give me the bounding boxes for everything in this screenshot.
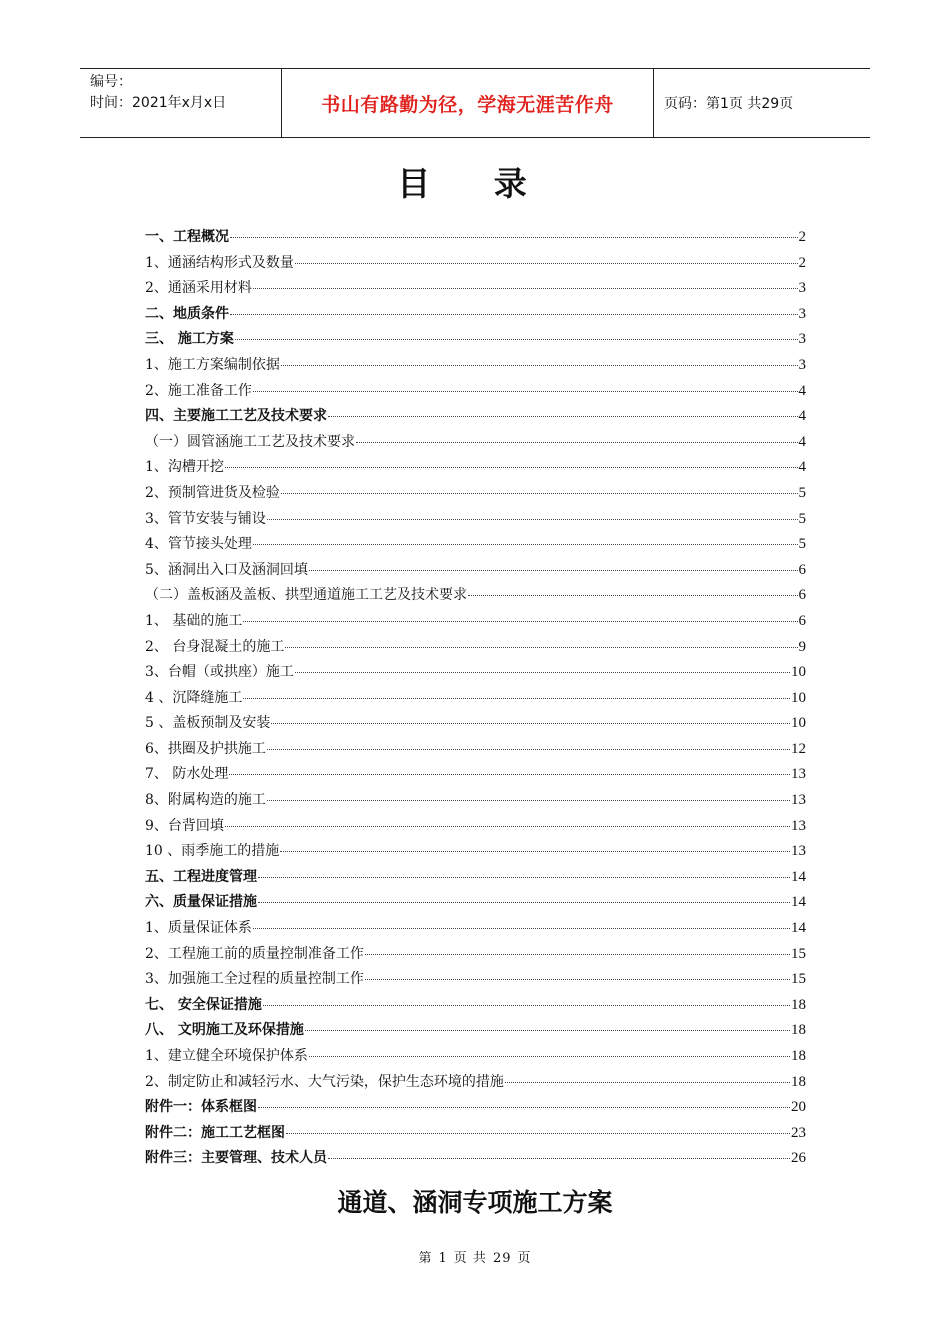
toc-entry[interactable]	[145, 456, 806, 482]
toc-dot-leader	[267, 519, 798, 520]
toc-entry[interactable]	[145, 1147, 806, 1173]
toc-entry[interactable]	[145, 1122, 806, 1148]
toc-dot-leader	[253, 928, 790, 929]
toc-entry-page: 13	[791, 843, 806, 860]
toc-dot-leader	[281, 365, 798, 366]
toc-entry[interactable]	[145, 354, 806, 380]
toc-entry-page: 23	[791, 1124, 806, 1141]
toc-entry-label: 7、 防水处理	[145, 766, 229, 783]
header-motto-cell	[282, 69, 654, 137]
toc-entry-page: 13	[791, 766, 806, 783]
footer-prefix: 第	[418, 1251, 433, 1266]
toc-dot-leader	[258, 902, 790, 903]
toc-entry-page: 4	[798, 433, 806, 450]
toc-entry-label: 1、建立健全环境保护体系	[145, 1048, 308, 1064]
toc-entry-label: （一）圆管涵施工工艺及技术要求	[145, 433, 355, 450]
toc-entry-label: （二）盖板涵及盖板、拱型通道施工工艺及技术要求	[145, 587, 467, 604]
toc-entry[interactable]	[145, 636, 806, 662]
toc-entry[interactable]	[145, 891, 806, 917]
toc-dot-leader	[365, 979, 790, 980]
toc-entry[interactable]	[145, 815, 806, 841]
toc-entry[interactable]	[145, 1019, 806, 1045]
toc-dot-leader	[258, 877, 790, 878]
toc-entry-label: 附件二：施工工艺框图	[145, 1124, 285, 1141]
toc-entry-page: 5	[798, 510, 806, 527]
toc-dot-leader	[309, 1056, 790, 1057]
toc-entry-page: 15	[791, 971, 806, 988]
toc-entry-label: 附件三：主要管理、技术人员	[145, 1150, 327, 1167]
toc-entry-label: 1、 基础的施工	[145, 612, 243, 629]
toc-entry[interactable]	[145, 712, 806, 738]
toc-entry-page: 4	[798, 382, 806, 399]
toc-entry[interactable]	[145, 763, 806, 789]
toc-dot-leader	[305, 1030, 790, 1031]
toc-entry[interactable]	[145, 610, 806, 636]
toc-entry-label: 一、工程概况	[145, 229, 229, 245]
toc-entry-page: 18	[791, 1022, 806, 1039]
toc-dot-leader	[229, 774, 790, 775]
toc-entry-page: 3	[798, 356, 806, 373]
footer-total-pages: 29	[492, 1251, 512, 1266]
toc-entry-label: 2、工程施工前的质量控制准备工作	[145, 945, 364, 962]
page-footer	[0, 1247, 950, 1266]
toc-entry-label: 6、拱圈及护拱施工	[145, 740, 266, 757]
toc-entry-page: 18	[791, 1073, 806, 1090]
toc-entry-page: 26	[791, 1150, 806, 1167]
toc-entry[interactable]	[145, 1071, 806, 1097]
toc-entry-label: 4、管节接头处理	[145, 536, 252, 553]
toc-dot-leader	[295, 672, 790, 673]
toc-entry-page: 5	[798, 536, 806, 553]
toc-dot-leader	[258, 1107, 790, 1108]
toc-entry[interactable]	[145, 303, 806, 329]
toc-entry[interactable]	[145, 1045, 806, 1071]
toc-entry-label: 八、 文明施工及环保措施	[145, 1022, 304, 1039]
toc-entry-page: 6	[798, 612, 806, 629]
toc-entry-label: 3、管节安装与铺设	[145, 510, 266, 527]
toc-entry[interactable]	[145, 380, 806, 406]
toc-entry-label: 三、 施工方案	[145, 331, 234, 348]
toc-entry[interactable]	[145, 866, 806, 892]
toc-entry-label: 六、质量保证措施	[145, 894, 257, 911]
toc-dot-leader	[267, 749, 790, 750]
toc-dot-leader	[253, 288, 798, 289]
toc-dot-leader	[365, 954, 790, 955]
toc-entry-label: 3、台帽（或拱座）施工	[145, 664, 294, 681]
header-page-info: 页码：第1页 共29页	[664, 96, 794, 112]
toc-dot-leader	[356, 442, 798, 443]
toc-entry-page: 18	[791, 996, 806, 1013]
toc-entry[interactable]	[145, 328, 806, 354]
toc-entry-page: 6	[798, 587, 806, 604]
toc-entry[interactable]	[145, 431, 806, 457]
toc-entry-page: 14	[791, 920, 806, 937]
toc-entry-page: 9	[798, 638, 806, 655]
toc-entry[interactable]	[145, 840, 806, 866]
toc-entry-label: 9、台背回填	[145, 817, 224, 834]
toc-dot-leader	[328, 1158, 790, 1159]
page-header	[80, 68, 870, 138]
toc-entry-page: 3	[798, 331, 806, 348]
toc-dot-leader	[263, 1005, 790, 1006]
toc-entry[interactable]	[145, 252, 806, 278]
footer-suffix: 页	[517, 1251, 532, 1266]
toc-entry-label: 七、 安全保证措施	[145, 996, 262, 1013]
table-of-contents	[145, 226, 806, 1173]
toc-entry-label: 2、预制管进货及检验	[145, 484, 280, 501]
toc-entry-page: 18	[791, 1048, 806, 1064]
toc-title: 目 录	[397, 164, 553, 203]
toc-dot-leader	[280, 851, 790, 852]
toc-entry-label: 2、通涵采用材料	[145, 280, 252, 297]
header-motto: 书山有路勤为径，学海无涯苦作舟	[321, 93, 614, 116]
footer-mid: 页 共	[453, 1251, 487, 1266]
toc-entry-label: 2、 台身混凝土的施工	[145, 638, 285, 655]
toc-entry[interactable]	[145, 533, 806, 559]
toc-entry-page: 4	[798, 408, 806, 425]
toc-dot-leader	[267, 800, 790, 801]
toc-entry[interactable]	[145, 968, 806, 994]
toc-entry-page: 14	[791, 894, 806, 911]
toc-entry[interactable]	[145, 738, 806, 764]
toc-entry-label: 2、施工准备工作	[145, 382, 252, 399]
toc-entry[interactable]	[145, 661, 806, 687]
document-title: 通道、涵洞专项施工方案	[337, 1188, 613, 1217]
toc-entry[interactable]	[145, 1096, 806, 1122]
toc-entry-page: 13	[791, 817, 806, 834]
toc-dot-leader	[271, 723, 790, 724]
toc-entry[interactable]	[145, 994, 806, 1020]
toc-entry-page: 20	[791, 1099, 806, 1116]
toc-dot-leader	[295, 263, 798, 264]
toc-dot-leader	[243, 698, 790, 699]
toc-entry-page: 12	[791, 740, 806, 757]
toc-entry-label: 四、主要施工工艺及技术要求	[145, 408, 327, 425]
toc-entry[interactable]	[145, 226, 806, 252]
toc-entry-label: 4 、沉降缝施工	[145, 689, 243, 706]
toc-entry-page: 3	[798, 280, 806, 297]
toc-entry[interactable]	[145, 789, 806, 815]
toc-entry-page: 10	[791, 664, 806, 681]
toc-dot-leader	[286, 1133, 790, 1134]
toc-entry-label: 2、制定防止和减轻污水、大气污染，保护生态环境的措施	[145, 1073, 504, 1090]
toc-dot-leader	[235, 339, 798, 340]
toc-entry[interactable]	[145, 687, 806, 713]
toc-dot-leader	[505, 1082, 790, 1083]
toc-dot-leader	[225, 826, 790, 827]
toc-entry-page: 10	[791, 689, 806, 706]
toc-entry-label: 8、附属构造的施工	[145, 792, 266, 809]
toc-entry[interactable]	[145, 943, 806, 969]
toc-entry[interactable]	[145, 482, 806, 508]
toc-entry-label: 10 、雨季施工的措施	[145, 843, 280, 860]
toc-dot-leader	[225, 467, 798, 468]
toc-entry-page: 2	[798, 229, 806, 245]
toc-entry[interactable]	[145, 405, 806, 431]
toc-entry-label: 3、加强施工全过程的质量控制工作	[145, 971, 364, 988]
toc-dot-leader	[328, 416, 798, 417]
toc-entry-page: 14	[791, 868, 806, 885]
toc-dot-leader	[281, 493, 798, 494]
toc-entry-label: 5 、盖板预制及安装	[145, 715, 271, 732]
toc-entry[interactable]	[145, 917, 806, 943]
toc-dot-leader	[230, 314, 798, 315]
toc-entry-label: 二、地质条件	[145, 305, 229, 322]
toc-entry[interactable]	[145, 584, 806, 610]
toc-entry-page: 5	[798, 484, 806, 501]
toc-entry-page: 13	[791, 792, 806, 809]
footer-page-number: 1	[438, 1251, 448, 1266]
header-left-cell	[80, 69, 282, 137]
toc-entry[interactable]	[145, 508, 806, 534]
toc-entry[interactable]	[145, 277, 806, 303]
toc-entry-page: 3	[798, 305, 806, 322]
document-date: 时间：2021年x月x日	[90, 95, 227, 111]
header-right-cell	[654, 69, 870, 137]
toc-entry-page: 6	[798, 561, 806, 578]
toc-entry-page: 10	[791, 715, 806, 732]
toc-entry-label: 1、质量保证体系	[145, 920, 252, 937]
toc-entry-label: 五、工程进度管理	[145, 868, 257, 885]
toc-entry-label: 5、涵洞出入口及涵洞回填	[145, 561, 308, 578]
toc-entry-page: 2	[798, 254, 806, 271]
toc-dot-leader	[468, 595, 798, 596]
toc-entry-label: 附件一：体系框图	[145, 1099, 257, 1116]
toc-dot-leader	[230, 237, 798, 238]
toc-entry[interactable]	[145, 559, 806, 585]
toc-entry-label: 1、沟槽开挖	[145, 459, 224, 476]
toc-entry-page: 4	[798, 459, 806, 476]
document-number-label: 编号：	[90, 74, 132, 90]
toc-dot-leader	[285, 647, 797, 648]
toc-dot-leader	[253, 544, 798, 545]
toc-dot-leader	[253, 391, 798, 392]
toc-dot-leader	[243, 621, 797, 622]
toc-dot-leader	[309, 570, 798, 571]
toc-entry-label: 1、通涵结构形式及数量	[145, 254, 294, 271]
toc-entry-label: 1、施工方案编制依据	[145, 356, 280, 373]
toc-entry-page: 15	[791, 945, 806, 962]
